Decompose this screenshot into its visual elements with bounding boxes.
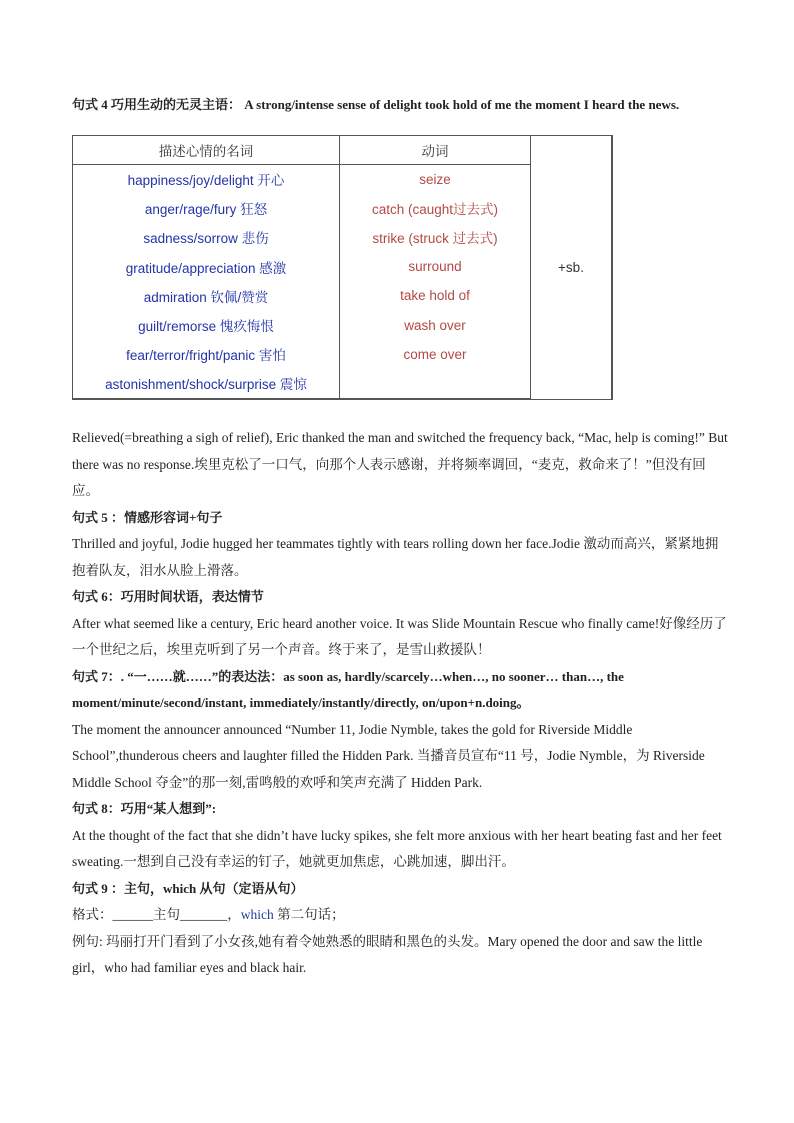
format-which: which xyxy=(240,907,274,922)
mood-vocabulary-table xyxy=(72,135,613,401)
noun-cell: admiration 钦佩/赞赏 xyxy=(73,281,340,310)
pattern4-example: Relieved(=breathing a sigh of relief), Eric thanked the man and switched the frequency back, “Mac, help is coming!” But there was no response.埃里克松了一口气，向那个人表示感谢，并将频率调回，“麦克，救命来了！”但没有回应。 xyxy=(72,430,728,498)
pattern9-heading: 句式 9 ：主句，which 从句（定语从句） xyxy=(72,880,304,896)
pattern7-heading: 句式 7：. “一……就……”的表达法：as soon as, hardly/scarcely…when…, no sooner… than…, the moment/minute/second/instant, immediately/instantly/directly, on/upon+n.doing。 xyxy=(72,668,624,710)
noun-cell: astonishment/shock/surprise 震惊 xyxy=(73,369,340,399)
noun-cell: fear/terror/fright/panic 害怕 xyxy=(73,340,340,369)
format-suffix: 第二句话； xyxy=(273,907,345,922)
pattern8-example: At the thought of the fact that she didn’t have lucky spikes, she felt more anxious with her heart beating fast and her feet sweating.一想到自己没有幸运的钉子，她就更加焦虑，心跳加速，脚出汗。 xyxy=(72,827,722,869)
pattern7-example: The moment the announcer announced “Number 11, Jodie Nymble, takes the gold for Riverside Middle School”,thunderous cheers and laughter filled the Hidden Park. 当播音员宣布“11 号，Jodie Nymble，为 Riverside Middle School 夺金”的那一刻,雷鸣般的欢呼和笑声充满了 Hidden Park. xyxy=(72,721,705,790)
verb-cell: wash over xyxy=(340,310,531,339)
verb-cell: come over xyxy=(340,340,531,369)
table-header-row xyxy=(73,135,613,164)
document-page xyxy=(72,92,728,982)
verb-cell: catch (caught过去式) xyxy=(340,194,531,223)
verb-cell: take hold of xyxy=(340,281,531,310)
header-nouns: 描述心情的名词 xyxy=(73,135,340,164)
pattern9-example: 例句: 玛丽打开门看到了小女孩,她有着令她熟悉的眼睛和黑色的头发。Mary opened the door and saw the little girl，who had familiar eyes and black hair. xyxy=(72,933,703,975)
verb-cell: surround xyxy=(340,252,531,281)
noun-cell: guilt/remorse 愧疚悔恨 xyxy=(73,310,340,339)
verb-cell: seize xyxy=(340,164,531,194)
pattern6-heading: 句式 6：巧用时间状语，表达情节 xyxy=(72,589,264,604)
object-cell: +sb. xyxy=(531,135,613,399)
header-verbs: 动词 xyxy=(340,135,531,164)
verb-cell: strike (struck 过去式) xyxy=(340,223,531,252)
format-prefix: 格式：______主句_______， xyxy=(72,907,241,922)
pattern9-format xyxy=(72,902,728,929)
pattern5-heading: 句式 5 ：情感形容词+句子 xyxy=(72,509,223,525)
pattern8-heading: 句式 8：巧用“某人想到”: xyxy=(72,801,217,816)
pattern5-example: Thrilled and joyful, Jodie hugged her teammates tightly with tears rolling down her face.Jodie 激动而高兴，紧紧地拥抱着队友，泪水从脸上滑落。 xyxy=(72,536,719,578)
pattern6-example: After what seemed like a century, Eric heard another voice. It was Slide Mountain Rescue who finally came!好像经历了一个世纪之后，埃里克听到了另一个声音。终于来了，是雪山救援队！ xyxy=(72,615,727,657)
noun-cell: happiness/joy/delight 开心 xyxy=(73,164,340,194)
noun-cell: sadness/sorrow 悲伤 xyxy=(73,223,340,252)
verb-cell xyxy=(340,369,531,399)
noun-cell: gratitude/appreciation 感激 xyxy=(73,252,340,281)
noun-cell: anger/rage/fury 狂怒 xyxy=(73,194,340,223)
pattern4-heading: 句式 4 巧用生动的无灵主语： A strong/intense sense of delight took hold of me the moment I heard the news. xyxy=(72,97,680,112)
